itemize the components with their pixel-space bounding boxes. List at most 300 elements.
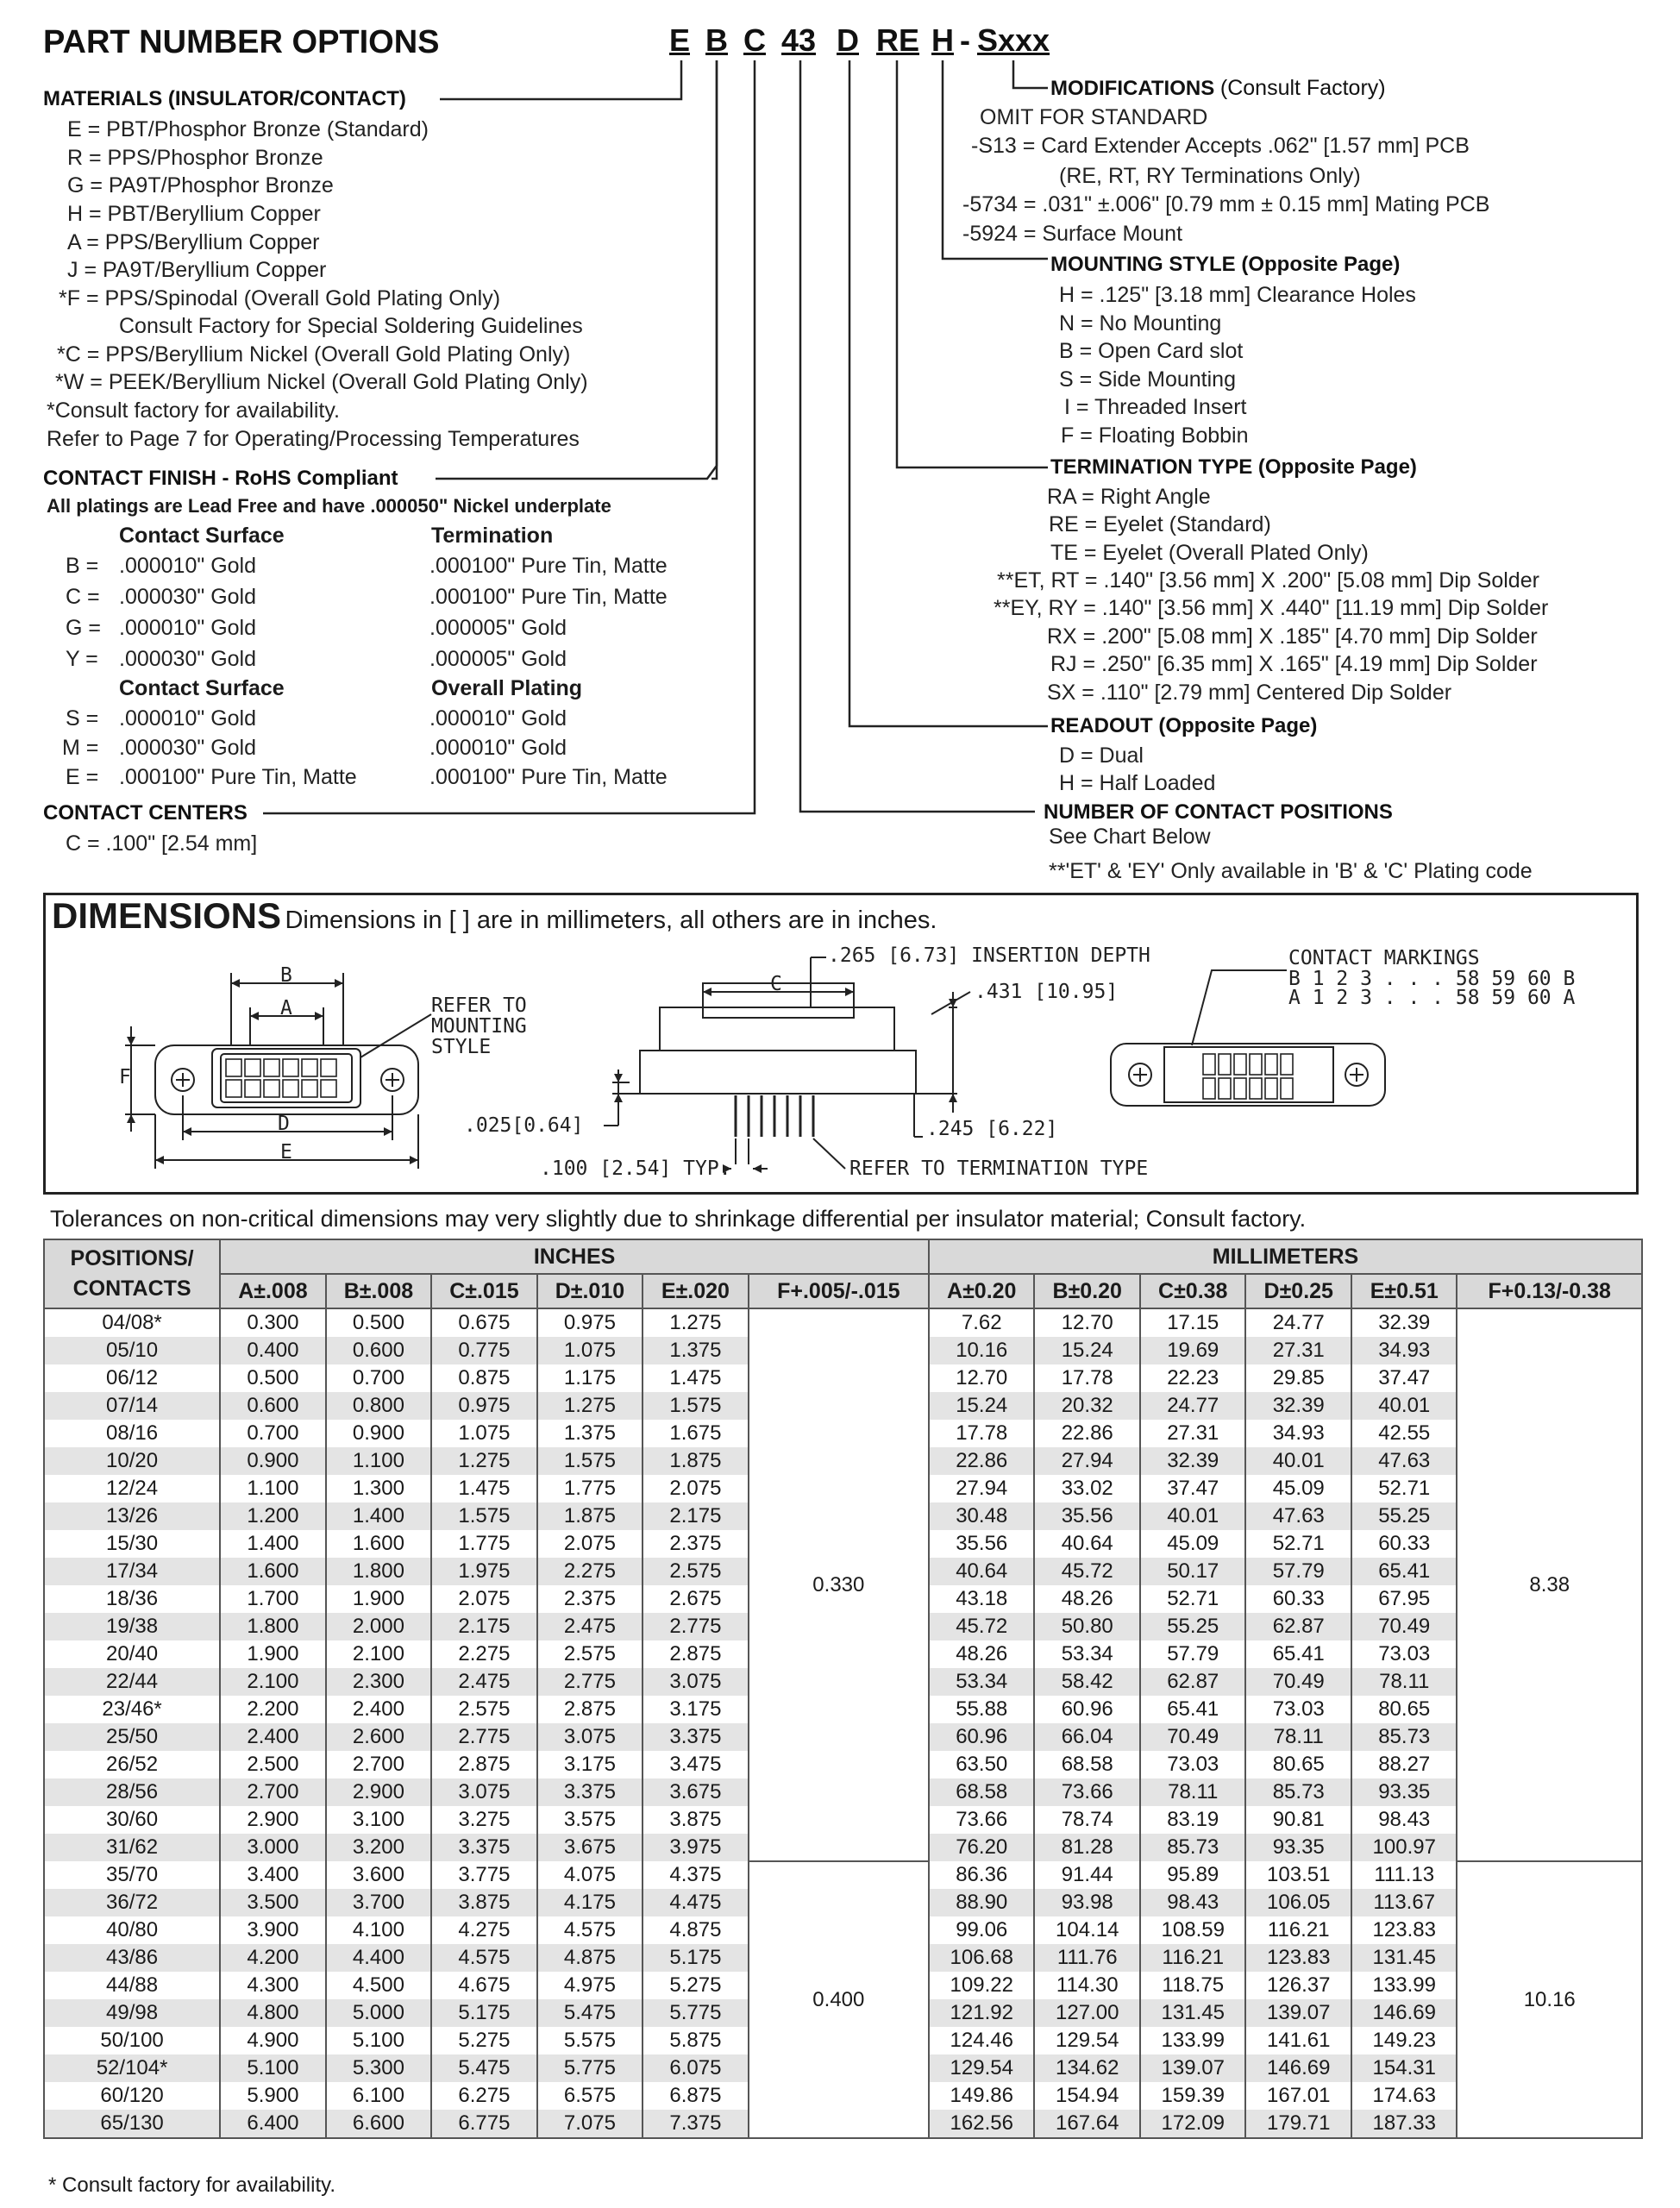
table-footnote: * Consult factory for availability.	[48, 2174, 336, 2197]
cell-mm: 124.46	[929, 2027, 1035, 2054]
cell-positions: 07/14	[44, 1392, 220, 1420]
cell-mm: 88.27	[1351, 1751, 1457, 1778]
cell-inches: 3.275	[431, 1806, 537, 1834]
dim-label-refer-mount: REFER TO	[431, 994, 527, 1017]
cell-mm: 129.54	[1034, 2027, 1140, 2054]
dim-label-marking-row: B 1 2 3 . . . 58 59 60 B	[1288, 968, 1576, 990]
positions-item: See Chart Below	[1049, 825, 1211, 849]
cell-mm: 85.73	[1351, 1723, 1457, 1751]
part-code-termination: RE	[876, 22, 920, 58]
cell-f-mm: 10.16	[1457, 1861, 1642, 2138]
materials-item: *F = PPS/Spinodal (Overall Gold Plating Only)	[59, 286, 501, 310]
cell-mm: 30.48	[929, 1502, 1035, 1530]
cell-mm: 57.79	[1140, 1640, 1246, 1668]
cell-mm: 40.01	[1245, 1447, 1351, 1475]
cell-mm: 48.26	[929, 1640, 1035, 1668]
finish-term: .000010" Gold	[429, 736, 567, 760]
cell-mm: 134.62	[1034, 2054, 1140, 2082]
cell-mm: 48.26	[1034, 1585, 1140, 1613]
cell-mm: 149.86	[929, 2082, 1035, 2110]
header-b-in: B±.008	[326, 1274, 432, 1308]
centers-item: C = .100" [2.54 mm]	[66, 831, 258, 856]
cell-mm: 154.31	[1351, 2054, 1457, 2082]
mounting-heading: MOUNTING STYLE (Opposite Page)	[1050, 253, 1401, 276]
materials-item: *C = PPS/Beryllium Nickel (Overall Gold Plating Only)	[57, 342, 571, 367]
cell-inches: 4.175	[537, 1889, 643, 1916]
finish-surface: .000030" Gold	[119, 736, 256, 760]
dim-label-pitch: .100 [2.54] TYP.	[540, 1157, 731, 1180]
cell-mm: 146.69	[1245, 2054, 1351, 2082]
cell-mm: 65.41	[1245, 1640, 1351, 1668]
cell-inches: 2.000	[326, 1613, 432, 1640]
cell-mm: 121.92	[929, 1999, 1035, 2027]
finish-col-termination: Termination	[431, 524, 554, 548]
cell-mm: 17.15	[1140, 1308, 1246, 1337]
cell-inches: 0.875	[431, 1364, 537, 1392]
cell-mm: 133.99	[1351, 1972, 1457, 1999]
finish-term: .000100" Pure Tin, Matte	[429, 554, 668, 578]
mounting-item: H = .125" [3.18 mm] Clearance Holes	[1059, 283, 1416, 307]
part-code-readout: D	[837, 22, 859, 58]
cell-mm: 22.86	[929, 1447, 1035, 1475]
cell-positions: 18/36	[44, 1585, 220, 1613]
cell-mm: 80.65	[1351, 1696, 1457, 1723]
cell-inches: 2.700	[326, 1751, 432, 1778]
termination-heading: TERMINATION TYPE (Opposite Page)	[1050, 455, 1417, 479]
cell-inches: 3.375	[643, 1723, 749, 1751]
finish-term: .000100" Pure Tin, Matte	[429, 585, 668, 609]
cell-inches: 0.600	[326, 1337, 432, 1364]
cell-inches: 0.500	[326, 1308, 432, 1337]
dim-label-insertion: .265 [6.73] INSERTION DEPTH	[828, 944, 1150, 967]
cell-inches: 1.675	[643, 1420, 749, 1447]
finish-term: .000100" Pure Tin, Matte	[429, 765, 668, 789]
cell-mm: 113.67	[1351, 1889, 1457, 1916]
cell-mm: 95.89	[1140, 1861, 1246, 1889]
header-positions-line: CONTACTS	[72, 1276, 191, 1301]
header-f-in: F+.005/-.015	[749, 1274, 929, 1308]
cell-mm: 37.47	[1351, 1364, 1457, 1392]
cell-inches: 3.100	[326, 1806, 432, 1834]
cell-mm: 167.64	[1034, 2110, 1140, 2138]
dim-label-c: C	[770, 973, 782, 995]
cell-inches: 0.900	[326, 1420, 432, 1447]
cell-inches: 1.475	[643, 1364, 749, 1392]
cell-mm: 172.09	[1140, 2110, 1246, 2138]
cell-inches: 2.075	[537, 1530, 643, 1558]
positions-heading: NUMBER OF CONTACT POSITIONS	[1044, 800, 1393, 824]
cell-inches: 4.075	[537, 1861, 643, 1889]
cell-mm: 63.50	[929, 1751, 1035, 1778]
cell-inches: 3.975	[643, 1834, 749, 1861]
header-positions-line: POSITIONS/	[70, 1246, 194, 1270]
cell-inches: 2.175	[643, 1502, 749, 1530]
materials-item: H = PBT/Beryllium Copper	[67, 202, 321, 226]
mounting-item: F = Floating Bobbin	[1061, 423, 1249, 448]
cell-f-inches: 0.400	[749, 1861, 929, 2138]
cell-mm: 116.21	[1140, 1944, 1246, 1972]
materials-item: E = PBT/Phosphor Bronze (Standard)	[67, 117, 429, 141]
cell-inches: 2.875	[431, 1751, 537, 1778]
cell-inches: 6.875	[643, 2082, 749, 2110]
cell-mm: 116.21	[1245, 1916, 1351, 1944]
cell-mm: 159.39	[1140, 2082, 1246, 2110]
modifications-item: -5924 = Surface Mount	[962, 222, 1183, 246]
header-e-in: E±.020	[643, 1274, 749, 1308]
cell-inches: 3.400	[220, 1861, 326, 1889]
cell-inches: 2.375	[537, 1585, 643, 1613]
cell-mm: 141.61	[1245, 2027, 1351, 2054]
cell-positions: 17/34	[44, 1558, 220, 1585]
cell-mm: 22.86	[1034, 1420, 1140, 1447]
cell-mm: 123.83	[1245, 1944, 1351, 1972]
dim-label-refer-termination: REFER TO TERMINATION TYPE	[849, 1157, 1149, 1180]
readout-item: H = Half Loaded	[1059, 771, 1216, 795]
part-code-dash: -	[960, 22, 970, 58]
cell-inches: 0.900	[220, 1447, 326, 1475]
cell-inches: 2.075	[643, 1475, 749, 1502]
cell-mm: 187.33	[1351, 2110, 1457, 2138]
header-c-mm: C±0.38	[1140, 1274, 1246, 1308]
cell-mm: 154.94	[1034, 2082, 1140, 2110]
cell-inches: 2.400	[220, 1723, 326, 1751]
cell-inches: 5.175	[643, 1944, 749, 1972]
cell-mm: 90.81	[1245, 1806, 1351, 1834]
cell-mm: 34.93	[1245, 1420, 1351, 1447]
cell-mm: 76.20	[929, 1834, 1035, 1861]
finish-term: .000010" Gold	[429, 706, 567, 731]
cell-inches: 5.275	[431, 2027, 537, 2054]
cell-positions: 44/88	[44, 1972, 220, 1999]
cell-inches: 4.400	[326, 1944, 432, 1972]
mounting-item: I = Threaded Insert	[1064, 395, 1247, 419]
finish-code: B =	[66, 554, 99, 578]
cell-inches: 2.200	[220, 1696, 326, 1723]
cell-inches: 1.300	[326, 1475, 432, 1502]
finish-code: Y =	[66, 647, 98, 671]
cell-positions: 30/60	[44, 1806, 220, 1834]
cell-mm: 58.42	[1034, 1668, 1140, 1696]
cell-mm: 12.70	[1034, 1308, 1140, 1337]
cell-inches: 3.175	[643, 1696, 749, 1723]
cell-mm: 43.18	[929, 1585, 1035, 1613]
cell-inches: 0.675	[431, 1308, 537, 1337]
cell-inches: 1.275	[643, 1308, 749, 1337]
cell-mm: 24.77	[1140, 1392, 1246, 1420]
cell-mm: 93.98	[1034, 1889, 1140, 1916]
cell-positions: 43/86	[44, 1944, 220, 1972]
cell-mm: 149.23	[1351, 2027, 1457, 2054]
part-code-finish: B	[705, 22, 728, 58]
cell-mm: 10.16	[929, 1337, 1035, 1364]
cell-inches: 7.375	[643, 2110, 749, 2138]
cell-inches: 4.100	[326, 1916, 432, 1944]
cell-mm: 70.49	[1351, 1613, 1457, 1640]
cell-inches: 0.700	[220, 1420, 326, 1447]
cell-inches: 5.300	[326, 2054, 432, 2082]
cell-f-inches: 0.330	[749, 1308, 929, 1861]
cell-inches: 1.375	[643, 1337, 749, 1364]
cell-inches: 3.775	[431, 1861, 537, 1889]
cell-inches: 1.575	[643, 1392, 749, 1420]
cell-mm: 86.36	[929, 1861, 1035, 1889]
dim-label-e: E	[280, 1141, 292, 1164]
cell-inches: 3.675	[537, 1834, 643, 1861]
cell-mm: 57.79	[1245, 1558, 1351, 1585]
cell-inches: 6.575	[537, 2082, 643, 2110]
cell-mm: 53.34	[1034, 1640, 1140, 1668]
cell-inches: 4.200	[220, 1944, 326, 1972]
cell-mm: 131.45	[1351, 1944, 1457, 1972]
cell-mm: 40.64	[1034, 1530, 1140, 1558]
cell-inches: 1.475	[431, 1475, 537, 1502]
cell-mm: 106.05	[1245, 1889, 1351, 1916]
cell-mm: 108.59	[1140, 1916, 1246, 1944]
cell-mm: 53.34	[929, 1668, 1035, 1696]
cell-mm: 73.66	[929, 1806, 1035, 1834]
materials-note: Refer to Page 7 for Operating/Processing Temperatures	[47, 427, 580, 451]
cell-inches: 0.400	[220, 1337, 326, 1364]
cell-inches: 1.775	[431, 1530, 537, 1558]
cell-mm: 174.63	[1351, 2082, 1457, 2110]
finish-code: C =	[66, 585, 100, 609]
cell-inches: 3.200	[326, 1834, 432, 1861]
cell-inches: 6.075	[643, 2054, 749, 2082]
cell-positions: 04/08*	[44, 1308, 220, 1337]
cell-inches: 1.375	[537, 1420, 643, 1447]
finish-note: All platings are Lead Free and have .000050" Nickel underplate	[47, 495, 611, 517]
cell-inches: 6.775	[431, 2110, 537, 2138]
cell-mm: 73.03	[1140, 1751, 1246, 1778]
cell-mm: 81.28	[1034, 1834, 1140, 1861]
materials-item: R = PPS/Phosphor Bronze	[67, 146, 323, 170]
header-c-in: C±.015	[431, 1274, 537, 1308]
finish-heading: CONTACT FINISH - RoHS Compliant	[43, 467, 398, 490]
cell-inches: 3.875	[643, 1806, 749, 1834]
cell-inches: 2.775	[431, 1723, 537, 1751]
cell-positions: 40/80	[44, 1916, 220, 1944]
dim-label-a: A	[280, 997, 292, 1019]
cell-inches: 5.100	[220, 2054, 326, 2082]
cell-inches: 4.500	[326, 1972, 432, 1999]
termination-item: **ET, RT = .140" [3.56 mm] X .200" [5.08 mm] Dip Solder	[997, 568, 1539, 593]
finish-col-overall: Overall Plating	[431, 676, 583, 700]
cell-inches: 1.975	[431, 1558, 537, 1585]
cell-inches: 2.475	[431, 1668, 537, 1696]
cell-mm: 17.78	[1034, 1364, 1140, 1392]
termination-item: RX = .200" [5.08 mm] X .185" [4.70 mm] Dip Solder	[1047, 624, 1538, 649]
cell-mm: 60.33	[1245, 1585, 1351, 1613]
part-code-modification: Sxxx	[977, 22, 1050, 58]
cell-mm: 104.14	[1034, 1916, 1140, 1944]
header-f-mm: F+0.13/-0.38	[1457, 1274, 1642, 1308]
cell-positions: 52/104*	[44, 2054, 220, 2082]
cell-mm: 17.78	[929, 1420, 1035, 1447]
cell-mm: 68.58	[1034, 1751, 1140, 1778]
cell-mm: 66.04	[1034, 1723, 1140, 1751]
cell-mm: 78.11	[1245, 1723, 1351, 1751]
materials-item: Consult Factory for Special Soldering Guidelines	[119, 314, 583, 338]
cell-inches: 1.600	[326, 1530, 432, 1558]
cell-positions: 13/26	[44, 1502, 220, 1530]
cell-inches: 6.275	[431, 2082, 537, 2110]
cell-inches: 3.675	[643, 1778, 749, 1806]
cell-mm: 37.47	[1140, 1475, 1246, 1502]
cell-inches: 1.575	[431, 1502, 537, 1530]
cell-mm: 62.87	[1245, 1613, 1351, 1640]
cell-inches: 5.000	[326, 1999, 432, 2027]
cell-mm: 40.01	[1140, 1502, 1246, 1530]
cell-inches: 4.575	[537, 1916, 643, 1944]
cell-inches: 6.600	[326, 2110, 432, 2138]
cell-mm: 60.33	[1351, 1530, 1457, 1558]
cell-mm: 88.90	[929, 1889, 1035, 1916]
cell-mm: 133.99	[1140, 2027, 1246, 2054]
cell-inches: 2.275	[431, 1640, 537, 1668]
cell-inches: 5.775	[537, 2054, 643, 2082]
cell-inches: 1.900	[326, 1585, 432, 1613]
cell-inches: 4.975	[537, 1972, 643, 1999]
cell-inches: 4.800	[220, 1999, 326, 2027]
cell-mm: 127.00	[1034, 1999, 1140, 2027]
cell-inches: 7.075	[537, 2110, 643, 2138]
dimensions-table-body	[44, 1308, 1642, 2138]
cell-mm: 162.56	[929, 2110, 1035, 2138]
cell-positions: 10/20	[44, 1447, 220, 1475]
header-d-in: D±.010	[537, 1274, 643, 1308]
dim-label-pin-length: .245 [6.22]	[926, 1118, 1058, 1140]
dim-label-f: F	[119, 1066, 131, 1088]
cell-inches: 2.075	[431, 1585, 537, 1613]
cell-mm: 19.69	[1140, 1337, 1246, 1364]
cell-mm: 123.83	[1351, 1916, 1457, 1944]
termination-item: RA = Right Angle	[1047, 485, 1211, 509]
cell-positions: 08/16	[44, 1420, 220, 1447]
cell-inches: 2.500	[220, 1751, 326, 1778]
cell-mm: 45.09	[1140, 1530, 1246, 1558]
cell-inches: 5.575	[537, 2027, 643, 2054]
modifications-item: OMIT FOR STANDARD	[980, 105, 1208, 129]
cell-inches: 3.000	[220, 1834, 326, 1861]
cell-inches: 2.900	[326, 1778, 432, 1806]
cell-mm: 80.65	[1245, 1751, 1351, 1778]
cell-mm: 52.71	[1245, 1530, 1351, 1558]
cell-inches: 1.175	[537, 1364, 643, 1392]
cell-inches: 4.900	[220, 2027, 326, 2054]
finish-code: M =	[62, 736, 99, 760]
materials-heading: MATERIALS (INSULATOR/CONTACT)	[43, 87, 406, 110]
cell-mm: 93.35	[1351, 1778, 1457, 1806]
cell-mm: 52.71	[1351, 1475, 1457, 1502]
cell-inches: 5.900	[220, 2082, 326, 2110]
header-d-mm: D±0.25	[1245, 1274, 1351, 1308]
cell-mm: 32.39	[1351, 1308, 1457, 1337]
cell-mm: 42.55	[1351, 1420, 1457, 1447]
cell-mm: 118.75	[1140, 1972, 1246, 1999]
cell-inches: 0.500	[220, 1364, 326, 1392]
materials-item: G = PA9T/Phosphor Bronze	[67, 173, 334, 198]
table-row	[44, 1308, 1642, 1337]
finish-surface: .000030" Gold	[119, 585, 256, 609]
cell-mm: 179.71	[1245, 2110, 1351, 2138]
tolerance-note: Tolerances on non-critical dimensions may very slightly due to shrinkage differential per insulator material; Consult factory.	[50, 1206, 1307, 1232]
termination-item: RE = Eyelet (Standard)	[1049, 512, 1271, 536]
part-code-positions: 43	[781, 22, 817, 58]
cell-mm: 27.31	[1245, 1337, 1351, 1364]
cell-inches: 1.200	[220, 1502, 326, 1530]
cell-inches: 6.400	[220, 2110, 326, 2138]
cell-mm: 50.80	[1034, 1613, 1140, 1640]
cell-inches: 2.300	[326, 1668, 432, 1696]
materials-note: *Consult factory for availability.	[47, 398, 340, 423]
mounting-item: B = Open Card slot	[1059, 339, 1244, 363]
header-positions	[44, 1239, 220, 1308]
cell-inches: 3.075	[431, 1778, 537, 1806]
cell-positions: 15/30	[44, 1530, 220, 1558]
cell-mm: 45.72	[1034, 1558, 1140, 1585]
cell-inches: 2.575	[537, 1640, 643, 1668]
cell-positions: 23/46*	[44, 1696, 220, 1723]
modifications-item: (RE, RT, RY Terminations Only)	[1059, 164, 1361, 188]
cell-mm: 40.64	[929, 1558, 1035, 1585]
cell-mm: 62.87	[1140, 1668, 1246, 1696]
cell-mm: 33.02	[1034, 1475, 1140, 1502]
cell-mm: 129.54	[929, 2054, 1035, 2082]
cell-mm: 73.03	[1245, 1696, 1351, 1723]
cell-mm: 91.44	[1034, 1861, 1140, 1889]
cell-inches: 4.375	[643, 1861, 749, 1889]
finish-term: .000005" Gold	[429, 616, 567, 640]
cell-positions: 28/56	[44, 1778, 220, 1806]
dim-label-refer-mount: STYLE	[431, 1036, 492, 1058]
cell-f-mm: 8.38	[1457, 1308, 1642, 1861]
cell-mm: 24.77	[1245, 1308, 1351, 1337]
cell-inches: 3.475	[643, 1751, 749, 1778]
cell-positions: 65/130	[44, 2110, 220, 2138]
cell-mm: 35.56	[1034, 1502, 1140, 1530]
cell-mm: 47.63	[1351, 1447, 1457, 1475]
cell-mm: 83.19	[1140, 1806, 1246, 1834]
finish-surface: .000010" Gold	[119, 554, 256, 578]
cell-inches: 1.900	[220, 1640, 326, 1668]
cell-inches: 1.275	[537, 1392, 643, 1420]
cell-mm: 35.56	[929, 1530, 1035, 1558]
cell-mm: 50.17	[1140, 1558, 1246, 1585]
table-row	[44, 1861, 1642, 1889]
cell-inches: 1.875	[537, 1502, 643, 1530]
finish-col-surface-2: Contact Surface	[119, 676, 285, 700]
header-mm-group: MILLIMETERS	[929, 1239, 1642, 1274]
cell-positions: 06/12	[44, 1364, 220, 1392]
cell-mm: 100.97	[1351, 1834, 1457, 1861]
cell-mm: 111.76	[1034, 1944, 1140, 1972]
cell-inches: 4.300	[220, 1972, 326, 1999]
cell-inches: 3.900	[220, 1916, 326, 1944]
cell-mm: 106.68	[929, 1944, 1035, 1972]
materials-item: A = PPS/Beryllium Copper	[67, 230, 320, 254]
cell-inches: 1.875	[643, 1447, 749, 1475]
cell-inches: 5.475	[431, 2054, 537, 2082]
cell-inches: 3.075	[643, 1668, 749, 1696]
cell-mm: 12.70	[929, 1364, 1035, 1392]
cell-inches: 2.375	[643, 1530, 749, 1558]
header-b-mm: B±0.20	[1034, 1274, 1140, 1308]
cell-mm: 15.24	[1034, 1337, 1140, 1364]
finish-col-surface: Contact Surface	[119, 524, 285, 548]
cell-inches: 3.875	[431, 1889, 537, 1916]
cell-mm: 40.01	[1351, 1392, 1457, 1420]
cell-inches: 5.100	[326, 2027, 432, 2054]
